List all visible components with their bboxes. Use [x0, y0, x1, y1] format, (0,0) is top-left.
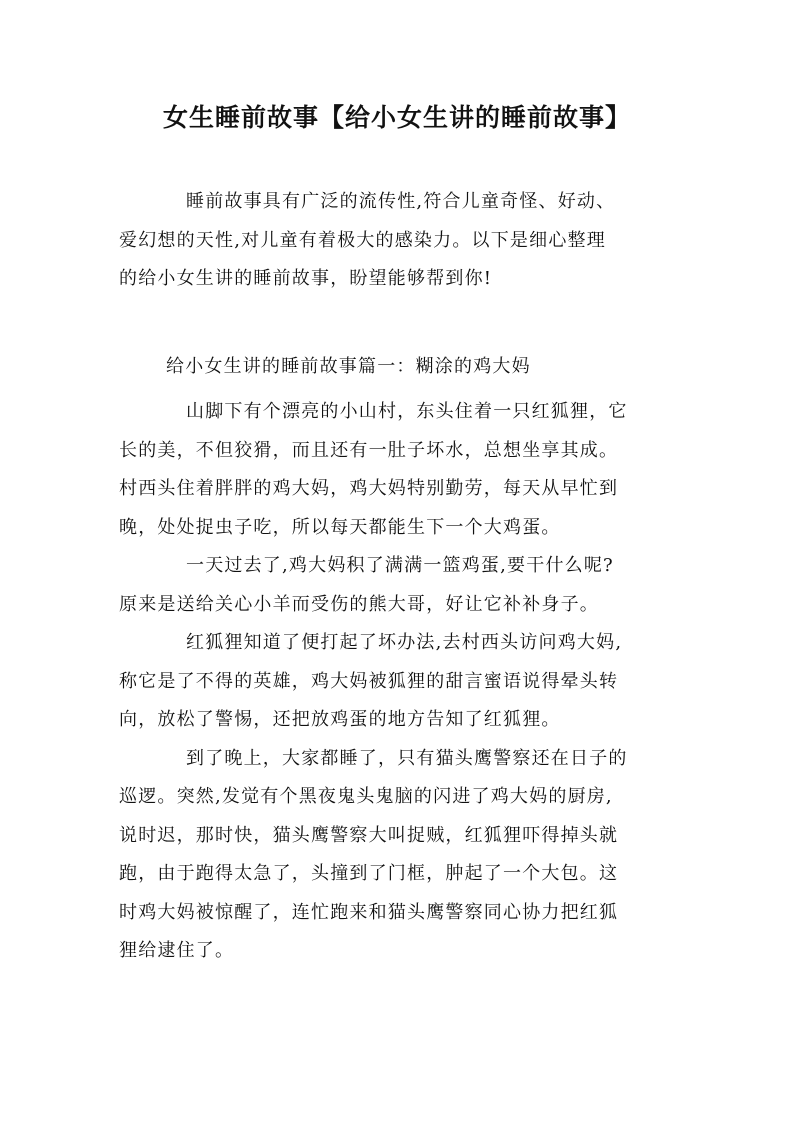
page-title: 女生睡前故事【给小女生讲的睡前故事】	[162, 103, 631, 132]
story-line: 红狐狸知道了便打起了坏办法,去村西头访问鸡大妈,	[186, 632, 623, 653]
story-line: 巡逻。突然,发觉有个黑夜鬼头鬼脑的闪进了鸡大妈的厨房,	[119, 786, 613, 807]
intro-paragraph	[119, 183, 675, 299]
intro-line: 睡前故事具有广泛的流传性,符合儿童奇怪、好动、	[186, 191, 616, 212]
story-line: 时鸡大妈被惊醒了，连忙跑来和猫头鹰警察同心协力把红狐	[119, 901, 619, 923]
story-line: 称它是了不得的英雄，鸡大妈被狐狸的甜言蜜语说得晕头转	[119, 670, 619, 692]
story-line: 到了晚上，大家都睡了，只有猫头鹰警察还在日子的	[186, 747, 628, 769]
story-line: 说时迟，那时快，猫头鹰警察大叫捉贼，红狐狸吓得掉头就	[119, 824, 619, 846]
story-line: 山脚下有个漂亮的小山村，东头住着一只红狐狸，它	[186, 401, 628, 422]
intro-line: 的给小女生讲的睡前故事，盼望能够帮到你!	[119, 268, 493, 289]
story-line: 长的美，不但狡猾，而且还有一肚子坏水，总想坐享其成。	[119, 439, 619, 461]
story-line: 原来是送给关心小羊而受伤的熊大哥，好让它补补身子。	[119, 593, 599, 615]
story-body	[119, 393, 675, 971]
story-line: 狸给逮住了。	[119, 940, 235, 961]
story-line: 村西头住着胖胖的鸡大妈，鸡大妈特别勤劳，每天从早忙到	[119, 478, 619, 499]
story-line: 一天过去了,鸡大妈积了满满一篮鸡蛋,要干什么呢?	[186, 555, 614, 576]
section-title: 给小女生讲的睡前故事篇一：糊涂的鸡大妈	[166, 356, 531, 377]
story-line: 向，放松了警惕，还把放鸡蛋的地方告知了红狐狸。	[119, 709, 561, 730]
intro-line: 爱幻想的天性,对儿童有着极大的感染力。以下是细心整理	[119, 229, 606, 251]
story-line: 跑，由于跑得太急了，头撞到了门框，肿起了一个大包。这	[119, 863, 619, 884]
story-line: 晚，处处捉虫子吃，所以每天都能生下一个大鸡蛋。	[119, 516, 561, 538]
section-heading	[119, 348, 675, 387]
